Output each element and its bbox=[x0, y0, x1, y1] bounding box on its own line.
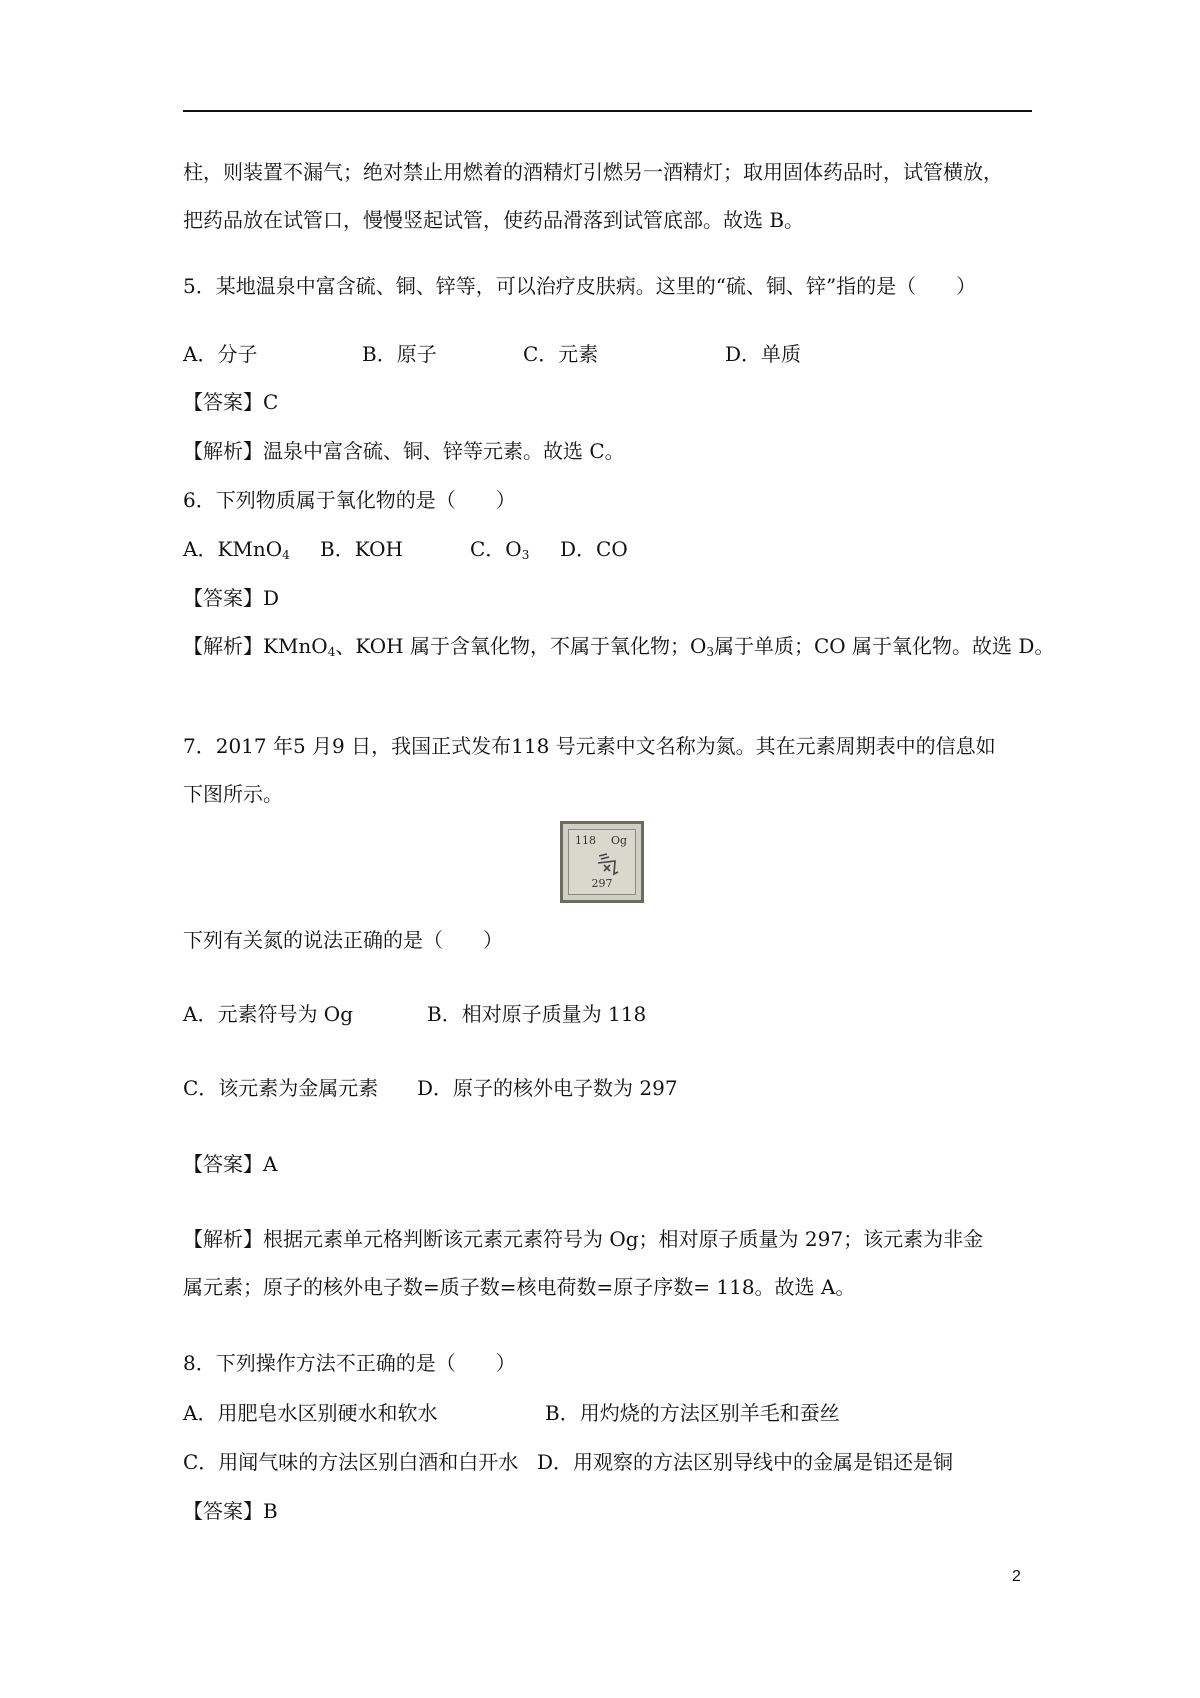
header-rule bbox=[183, 110, 1032, 112]
q6-answer: 【答案】D bbox=[183, 586, 280, 610]
question-7-line-2: 下图所示。 bbox=[183, 782, 283, 806]
q5-option-d: D．单质 bbox=[725, 342, 802, 366]
question-7-stem: 下列有关氮的说法正确的是（ ） bbox=[183, 928, 503, 952]
q7-answer: 【答案】A bbox=[183, 1152, 278, 1176]
element-atomic-mass: 297 bbox=[591, 877, 613, 890]
q6-explanation: 【解析】KMnO$_4$、KOH 属于含氧化物，不属于氧化物；$O_3$属于单质；CO 属于氧化物。故选 D。 bbox=[183, 634, 1055, 659]
element-atomic-number: 118 bbox=[575, 834, 596, 847]
continued-text-line-1: 柱，则装置不漏气；绝对禁止用燃着的酒精灯引燃另一酒精灯；取用固体药品时，试管横放， bbox=[183, 160, 1003, 184]
q5-option-c: C．元素 bbox=[523, 342, 599, 366]
q5-option-a: A．分子 bbox=[183, 342, 258, 366]
q8-option-a: A．用肥皂水区别硬水和软水 bbox=[183, 1401, 438, 1425]
question-8: 8．下列操作方法不正确的是（ ） bbox=[183, 1351, 516, 1375]
element-cell-image bbox=[560, 821, 644, 903]
q7-option-b: B．相对原子质量为 118 bbox=[427, 1002, 647, 1026]
q5-explanation: 【解析】温泉中富含硫、铜、锌等元素。故选 C。 bbox=[183, 439, 625, 463]
question-5: 5．某地温泉中富含硫、铜、锌等，可以治疗皮肤病。这里的“硫、铜、锌”指的是（ ） bbox=[183, 274, 977, 298]
q7-option-d: D．原子的核外电子数为 297 bbox=[417, 1076, 678, 1100]
element-name-glyph-icon bbox=[595, 852, 621, 876]
page-number: 2 bbox=[1012, 1568, 1021, 1585]
q7-explanation-line-1: 【解析】根据元素单元格判断该元素元素符号为 Og；相对原子质量为 297；该元素为非金 bbox=[183, 1227, 984, 1251]
q8-answer: 【答案】B bbox=[183, 1499, 278, 1523]
question-7-line-1: 7．2017 年5 月9 日，我国正式发布118 号元素中文名称为氮。其在元素周期表中的信息如 bbox=[183, 734, 996, 758]
q7-explanation-line-2: 属元素；原子的核外电子数=质子数=核电荷数=原子序数= 118。故选 A。 bbox=[183, 1275, 856, 1299]
q8-option-c: C．用闻气味的方法区别白酒和白开水 bbox=[183, 1450, 519, 1474]
q8-option-d: D．用观察的方法区别导线中的金属是铝还是铜 bbox=[537, 1450, 954, 1474]
question-6: 6．下列物质属于氧化物的是（ ） bbox=[183, 488, 516, 512]
q6-option-a: A．KMnO$_4$ bbox=[183, 537, 290, 562]
q8-option-b: B．用灼烧的方法区别羊毛和蚕丝 bbox=[545, 1401, 840, 1425]
q5-option-b: B．原子 bbox=[362, 342, 437, 366]
q6-option-c: C．$O_3$ bbox=[470, 537, 530, 562]
continued-text-line-2: 把药品放在试管口，慢慢竖起试管，使药品滑落到试管底部。故选 B。 bbox=[183, 208, 805, 232]
q5-answer: 【答案】C bbox=[183, 390, 279, 414]
q6-option-d: D．CO bbox=[560, 537, 628, 561]
element-symbol: Og bbox=[610, 834, 627, 847]
q6-option-b: B．KOH bbox=[320, 537, 403, 561]
q7-option-a: A．元素符号为 Og bbox=[183, 1002, 353, 1026]
element-cell-frame bbox=[568, 829, 636, 895]
q7-option-c: C．该元素为金属元素 bbox=[183, 1076, 379, 1100]
